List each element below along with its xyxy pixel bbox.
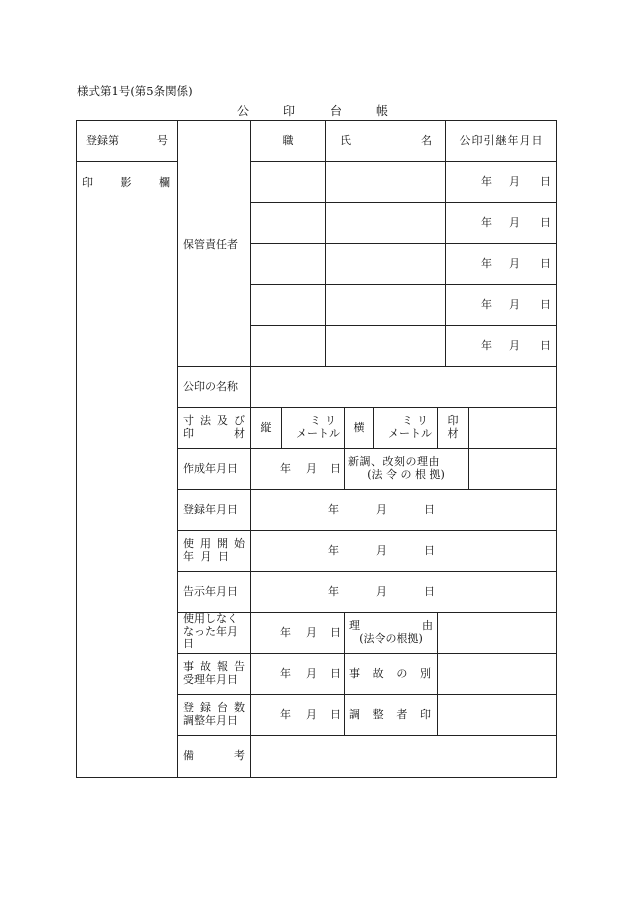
title-char: 印 [283, 104, 296, 118]
notice-label: 告示年月日 [183, 585, 238, 598]
title-char: 台 [330, 104, 343, 118]
col-position-header: 職 [282, 134, 294, 147]
form-label: 様式第1号(第5条関係) [77, 84, 193, 98]
vertical-unit: ミリ メートル [296, 414, 340, 440]
seal-register-table: 登録第 号 印 影 欄 保管責任者 職 氏 名 公印引継年月日 年 月 日 年 月 日 年 月 日 年 月 日 年 月 日 公印の名称 寸 法 及 び 印 材 縦 ミリ メートル 横 ミリ メートル 印 材 作成年月日 年 月 日 新調、改刻の理由 (法 令 の 根 拠) 登録年月日 年 月 日 使 用 開 始 年 月 日 年 月 日 告示年月日 年 月 日 使用しなく なった年月 日 年 月 日 理 由 (法令の根拠) 事 故 報 告 受理年月日 年 月 日 事 故 の 別 登 録 台 数 調整年月日 年 月 日 調 整 者 印 備 考 [76, 120, 557, 778]
registration-suffix: 号 [157, 134, 168, 147]
created-label: 作成年月日 [183, 462, 238, 475]
impression-label: 印 影 欄 [82, 176, 170, 189]
col-name-header: 氏 名 [340, 134, 432, 147]
dimensions-label: 寸 法 及 び 印 材 [183, 414, 245, 440]
col-transfer-date-header: 公印引継年月日 [459, 134, 544, 147]
renewal-reason-label: 新調、改刻の理由 (法 令 の 根 拠) [348, 455, 445, 481]
horizontal-unit: ミリ メートル [388, 414, 432, 440]
registration-label: 登録第 [86, 134, 119, 147]
registration-number [86, 134, 168, 147]
accident-type-label: 事 故 の 別 [349, 667, 431, 680]
adjuster-seal-label: 調 整 者 印 [349, 708, 431, 721]
adjustment-label: 登 録 台 数 調整年月日 [183, 701, 245, 727]
accident-label: 事 故 報 告 受理年月日 [183, 660, 245, 686]
registered-label: 登録年月日 [183, 503, 238, 516]
discontinued-label: 使用しなく なった年月 日 [183, 612, 238, 650]
seal-name-label: 公印の名称 [183, 380, 238, 393]
discontinued-reason-label: 理 由 (法令の根拠) [349, 619, 433, 645]
horizontal-label: 横 [353, 421, 365, 434]
remarks-label: 備 考 [183, 749, 245, 762]
custodian-label: 保管責任者 [183, 238, 238, 251]
use-start-label: 使 用 開 始 年 月 日 [183, 537, 245, 563]
title-char: 帳 [376, 104, 389, 118]
title-char: 公 [237, 104, 250, 118]
material-label: 印 材 [447, 414, 459, 440]
vertical-label: 縦 [260, 421, 272, 434]
